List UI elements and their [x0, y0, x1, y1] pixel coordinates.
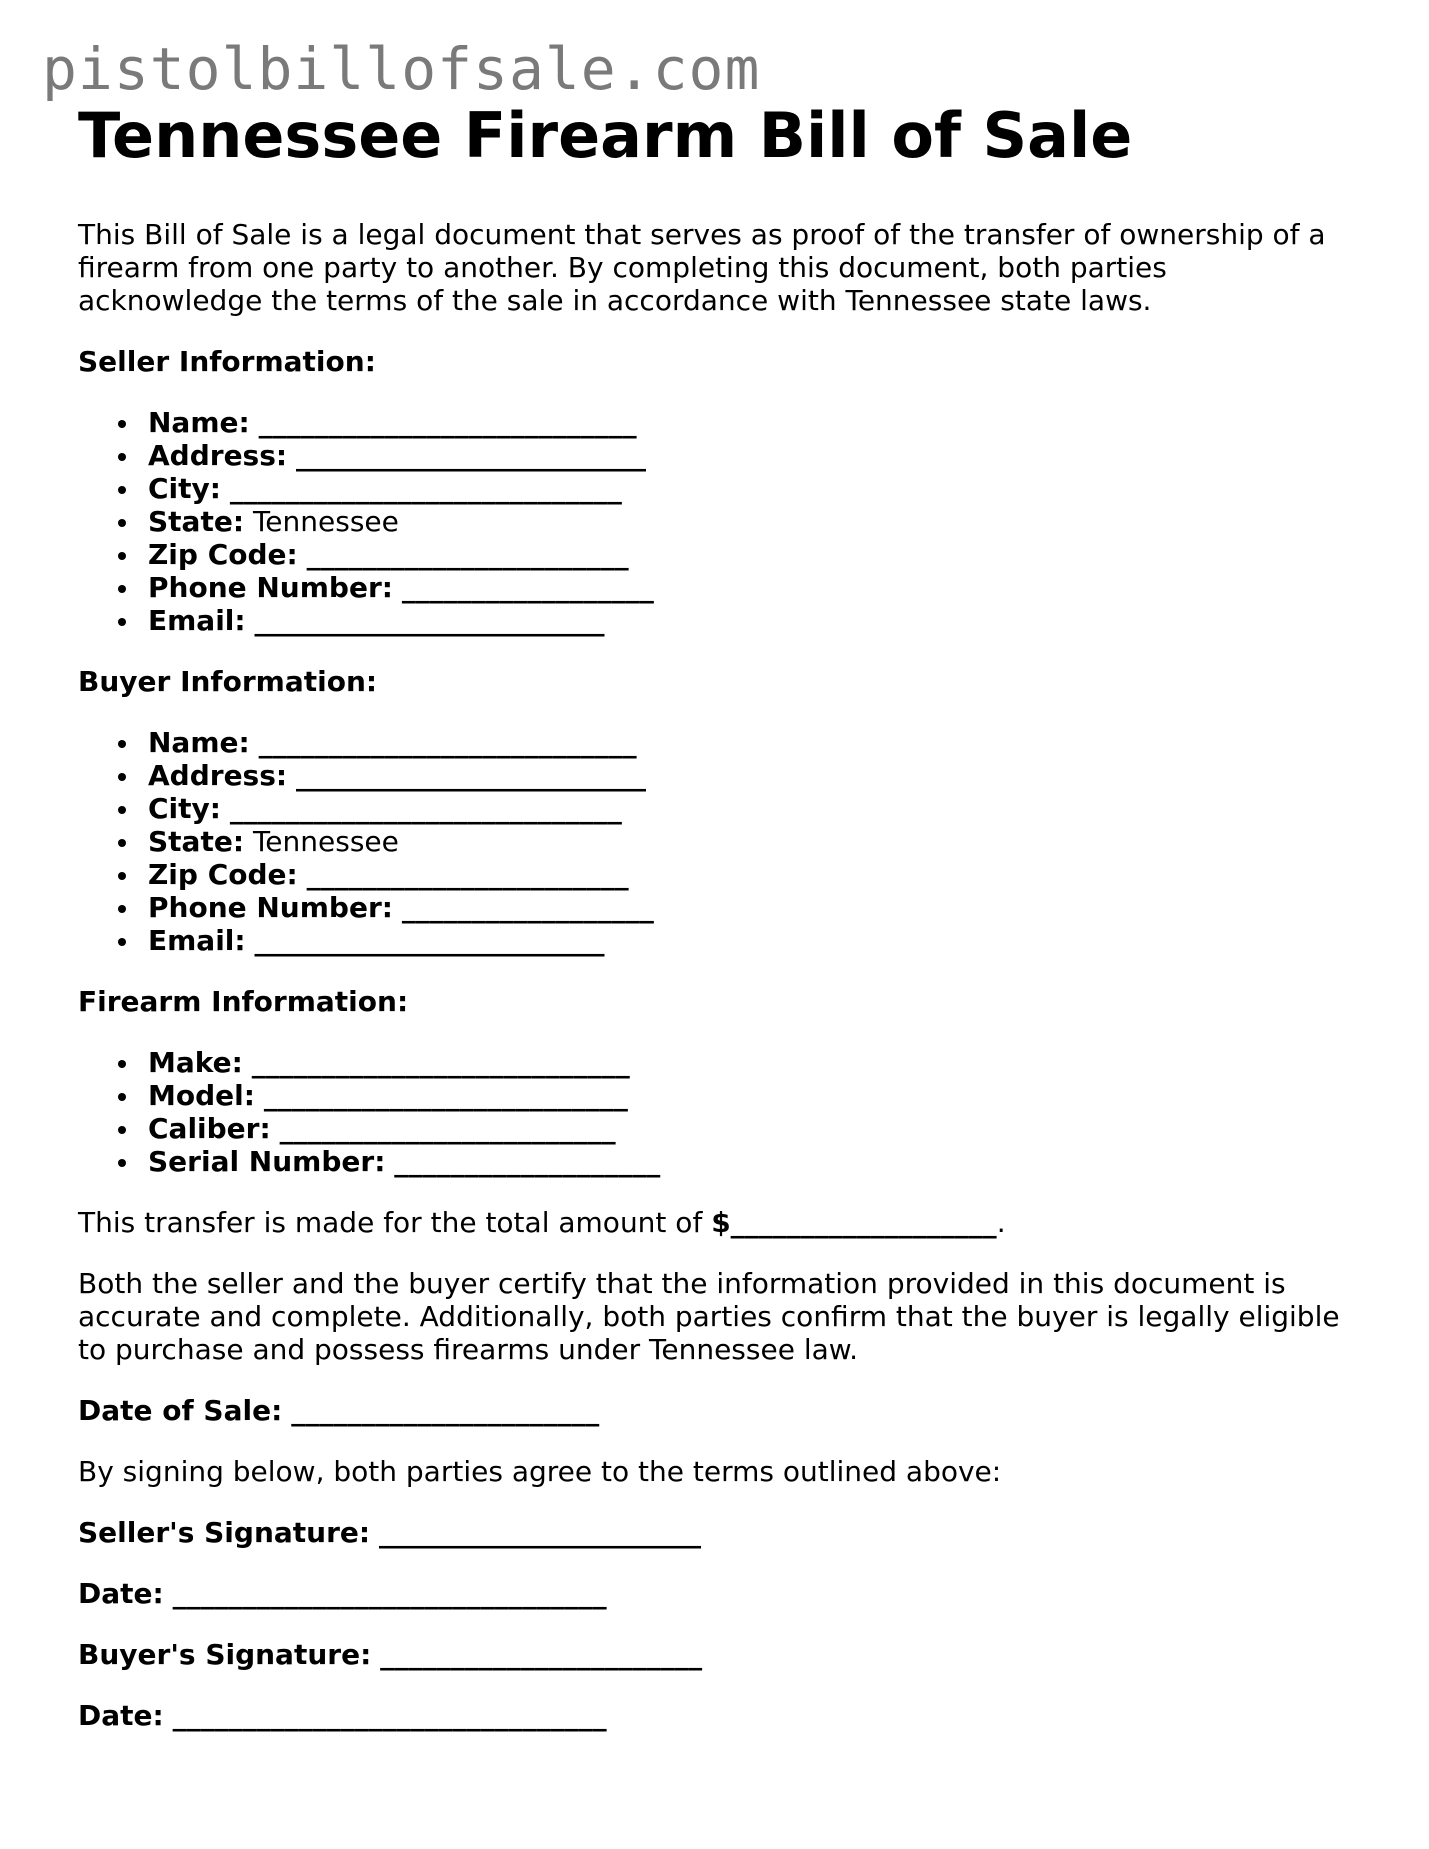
seller-state-field [78, 505, 1358, 538]
buyer-phone-field[interactable] [78, 891, 1358, 924]
field-label: Name: [148, 406, 250, 439]
field-label: Phone Number: [148, 571, 393, 604]
field-label: Make: [148, 1046, 243, 1079]
buyer-state-field [78, 825, 1358, 858]
field-label: Seller's Signature: [78, 1516, 371, 1549]
field-blank[interactable]: _______________________________ [172, 1699, 607, 1732]
date-of-sale-line[interactable] [78, 1394, 1358, 1427]
field-blank[interactable]: _______________________________ [172, 1577, 607, 1610]
field-blank[interactable]: ____________________________ [229, 792, 622, 825]
seller-name-field[interactable] [78, 406, 1358, 439]
firearm-make-field[interactable] [78, 1046, 1358, 1079]
firearm-model-field[interactable] [78, 1079, 1358, 1112]
amount-blank[interactable]: $___________________ [711, 1206, 997, 1239]
certification-paragraph: Both the seller and the buyer certify that the information provided in this document is accurate and complete. Additionally, both parties confirm that the buyer is legally eligible to purchase and possess firearms under Tennessee law. [78, 1267, 1340, 1366]
field-label: Buyer's Signature: [78, 1638, 372, 1671]
buyer-city-field[interactable] [78, 792, 1358, 825]
field-blank[interactable]: ___________________________ [258, 726, 637, 759]
seller-fields [78, 406, 1358, 637]
firearm-caliber-field[interactable] [78, 1112, 1358, 1145]
buyer-section-heading: Buyer Information: [78, 665, 378, 698]
field-blank[interactable]: __________________ [401, 571, 654, 604]
field-blank[interactable]: _______________________ [306, 858, 629, 891]
intro-paragraph: This Bill of Sale is a legal document that serves as proof of the transfer of ownership of a firearm from one party to another. By completing this document, both parties acknowledge the terms of the sale in accordance with Tennessee state laws. [78, 218, 1326, 317]
field-blank[interactable]: ________________________ [279, 1112, 616, 1145]
seller-email-field[interactable] [78, 604, 1358, 637]
field-label: Caliber: [148, 1112, 271, 1145]
field-label: Name: [148, 726, 250, 759]
field-label: Date of Sale: [78, 1394, 283, 1427]
field-blank[interactable]: ___________________________ [251, 1046, 630, 1079]
seller-signature-line[interactable] [78, 1516, 1358, 1549]
field-label: State: [148, 825, 245, 858]
seller-zip-field[interactable] [78, 538, 1358, 571]
field-blank[interactable]: ______________________ [291, 1394, 600, 1427]
amount-end: . [996, 1206, 1006, 1239]
agreement-statement: By signing below, both parties agree to the terms outlined above: [78, 1455, 1002, 1488]
field-value: Tennessee [252, 505, 399, 538]
field-label: City: [148, 792, 221, 825]
field-blank[interactable]: _______________________ [380, 1638, 703, 1671]
firearm-section-heading: Firearm Information: [78, 985, 409, 1018]
firearm-serial-field[interactable] [78, 1145, 1358, 1178]
site-watermark: pistolbillofsale.com [42, 35, 761, 103]
buyer-zip-field[interactable] [78, 858, 1358, 891]
amount-text: This transfer is made for the total amount of [78, 1206, 712, 1239]
field-label: State: [148, 505, 245, 538]
document-title: Tennessee Firearm Bill of Sale [78, 99, 1133, 172]
buyer-email-field[interactable] [78, 924, 1358, 957]
field-label: Address: [148, 439, 288, 472]
field-blank[interactable]: ___________________ [394, 1145, 661, 1178]
buyer-date-line[interactable] [78, 1699, 1358, 1732]
field-label: Date: [78, 1577, 164, 1610]
field-blank[interactable]: ____________________________ [229, 472, 622, 505]
field-blank[interactable]: _______________________ [306, 538, 629, 571]
field-blank[interactable]: __________________ [401, 891, 654, 924]
field-label: Email: [148, 604, 246, 637]
bill-of-sale-document [78, 100, 1358, 1732]
buyer-name-field[interactable] [78, 726, 1358, 759]
field-label: Date: [78, 1699, 164, 1732]
field-blank[interactable]: __________________________ [263, 1079, 628, 1112]
field-label: Address: [148, 759, 288, 792]
seller-address-field[interactable] [78, 439, 1358, 472]
field-blank[interactable]: ___________________________ [258, 406, 637, 439]
field-blank[interactable]: _________________________ [296, 759, 646, 792]
buyer-fields [78, 726, 1358, 957]
buyer-signature-line[interactable] [78, 1638, 1358, 1671]
amount-line [78, 1206, 1358, 1239]
field-value: Tennessee [252, 825, 399, 858]
seller-city-field[interactable] [78, 472, 1358, 505]
field-blank[interactable]: _________________________ [296, 439, 646, 472]
field-blank[interactable]: _________________________ [254, 924, 605, 957]
seller-date-line[interactable] [78, 1577, 1358, 1610]
firearm-fields [78, 1046, 1358, 1178]
field-label: Zip Code: [148, 858, 298, 891]
seller-section-heading: Seller Information: [78, 345, 376, 378]
seller-phone-field[interactable] [78, 571, 1358, 604]
buyer-address-field[interactable] [78, 759, 1358, 792]
field-label: Phone Number: [148, 891, 393, 924]
field-label: Email: [148, 924, 246, 957]
field-label: Serial Number: [148, 1145, 386, 1178]
field-label: Zip Code: [148, 538, 298, 571]
field-blank[interactable]: _______________________ [379, 1516, 701, 1549]
field-label: City: [148, 472, 221, 505]
field-label: Model: [148, 1079, 255, 1112]
field-blank[interactable]: _________________________ [254, 604, 605, 637]
